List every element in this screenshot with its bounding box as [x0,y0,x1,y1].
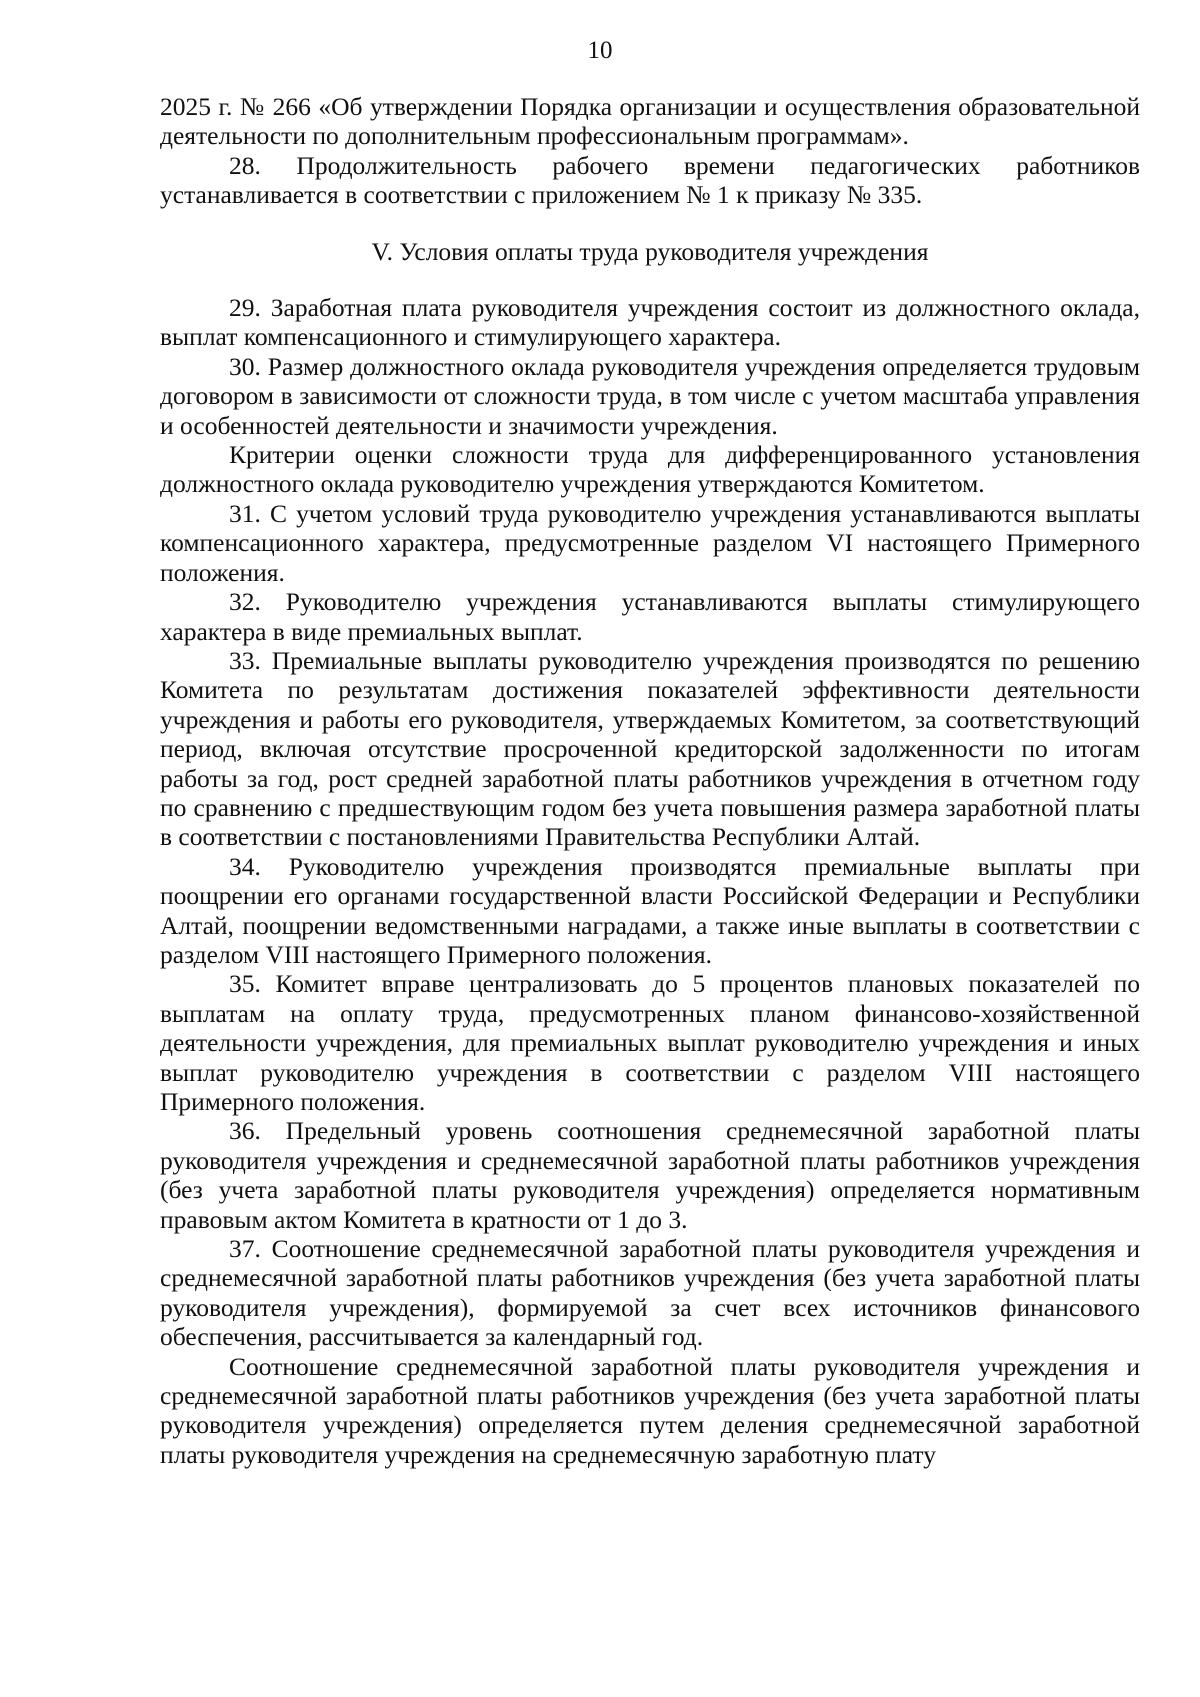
section-heading: V. Условия оплаты труда руководителя учреждения [371,236,929,266]
paragraph-33: 33. Премиальные выплаты руководителю учреждения производятся по решению Комитета по результатам достижения показателей эффективности деятельности учреждения и работы его руководителя, утверждаемых Комитетом, за соответствующий период, включая отсутствие просроченной кредиторской задолженности по итогам работы за год, рост средней заработной платы работников учреждения в отчетном году по сравнению с предшествующим годом без учета повышения размера заработной платы в соответствии с постановлениями Правительства Республики Алтай. [160,645,1140,852]
paragraph-37: 37. Соотношение среднемесячной заработной платы руководителя учреждения и среднемесячной заработной платы работников учреждения (без учета заработной платы руководителя учреждения), формируемой за счет всех источников финансового обеспечения, рассчитывается за календарный год. [160,1234,1140,1352]
paragraph-36: 36. Предельный уровень соотношения среднемесячной заработной платы руководителя учреждения и среднемесячной заработной платы работников учреждения (без учета заработной платы руководителя учреждения) определяется нормативным правовым актом Комитета в кратности от 1 до 3. [160,1116,1140,1234]
paragraph-continuation: 2025 г. № 266 «Об утверждении Порядка организации и осуществления образовательной деятельности по дополнительным профессиональным программам». [160,92,1140,151]
paragraph-28: 28. Продолжительность рабочего времени педагогических работников устанавливается в соответствии с приложением № 1 к приказу № 335. [160,150,1140,210]
page-number: 10 [587,37,613,64]
paragraph-35: 35. Комитет вправе централизовать до 5 процентов плановых показателей по выплатам на оплату труда, предусмотренных планом финансово-хозяйственной деятельности учреждения, для премиальных выплат руководителю учреждения и иных выплат руководителю учреждения в соответствии с разделом VIII настоящего Примерного положения. [160,969,1140,1116]
paragraph-30-criteria: Критерии оценки сложности труда для дифференцированного установления должностного оклада руководителю учреждения утверждаются Комитетом. [160,440,1140,499]
paragraph-29: 29. Заработная плата руководителя учреждения состоит из должностного оклада, выплат компенсационного и стимулирующего характера. [160,293,1140,352]
paragraph-31: 31. С учетом условий труда руководителю учреждения устанавливаются выплаты компенсационного характера, предусмотренные разделом VI настоящего Примерного положения. [160,498,1140,587]
paragraph-30: 30. Размер должностного оклада руководителя учреждения определяется трудовым договором в зависимости от сложности труда, в том числе с учетом масштаба управления и особенностей деятельности и значимости учреждения. [160,351,1140,440]
paragraph-32: 32. Руководителю учреждения устанавливаются выплаты стимулирующего характера в виде премиальных выплат. [160,587,1140,646]
paragraph-37-ratio: Соотношение среднемесячной заработной платы руководителя учреждения и среднемесячной заработной платы работников учреждения (без учета заработной платы руководителя учреждения) определяется путем деления среднемесячной заработной платы руководителя учреждения на среднемесячную заработную плату [160,1351,1140,1469]
paragraph-34: 34. Руководителю учреждения производятся премиальные выплаты при поощрении его органами государственной власти Российской Федерации и Республики Алтай, поощрении ведомственными наградами, а также иные выплаты в соответствии с разделом VIII настоящего Примерного положения. [160,851,1140,969]
document-body [160,92,1140,1469]
